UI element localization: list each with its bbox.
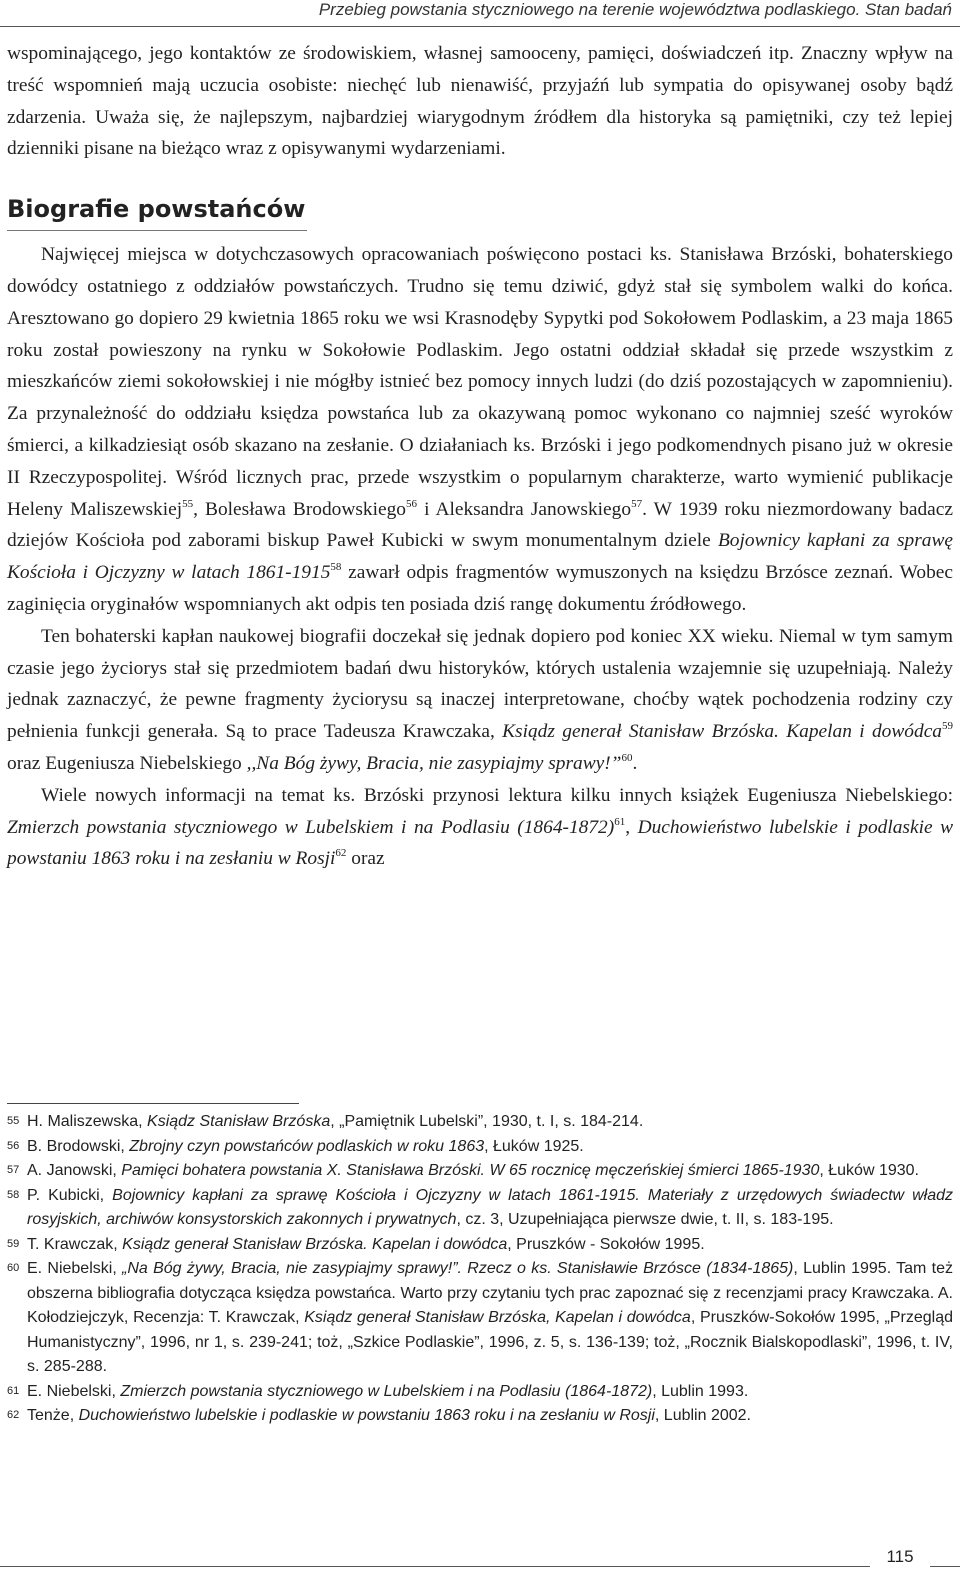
footnote-ref-56[interactable]: 56 (406, 497, 417, 510)
book-title: Duchowieństwo lubelskie i podlaskie w powstaniu 1863 roku i na zesłaniu w Rosji (7, 816, 954, 870)
intro-paragraph: wspominającego, jego kontaktów ze środowiskiem, własnej samooceny, pamięci, doświadczeń itp. Znaczny wpływ na treść wspomnień mają uczucia osobiste: niechęć lub nienawiść, przyjaźń lub sympatia do opisywanej osoby bądź zdarzenia. Uważa się, że najlepszym, najbardziej wiarygodnym źródłem dla historyka są pamiętniki, czy też lepiej dzienniki pisane na bieżąco wraz z opisywanymi wydarzeniami. (7, 43, 953, 160)
footnote-ref-60[interactable]: 60 (621, 751, 633, 764)
page-number: 115 (870, 1547, 930, 1567)
paragraph-text: i Aleksandra Janowskiego (417, 498, 632, 520)
book-title: ,,Na Bóg żywy, Bracia, nie zasypiajmy sprawy!” (246, 752, 622, 774)
paragraph-text: Wiele nowych informacji na temat ks. Brzóski przynosi lektura kilku innych książek Eugeniusza Niebelskiego: (41, 784, 953, 806)
paragraph-text: zawarł odpis fragmentów wymuszonych na księdzu Brzósce zeznań. Wobec zaginięcia oryginałów wspomnianych akt odpis ten posiada dziś rangę dokumentu źródłowego. (7, 562, 954, 615)
paragraph-text: oraz (346, 848, 385, 870)
footnotes (7, 1110, 953, 1429)
footnote-ref-59[interactable]: 59 (942, 720, 953, 733)
book-title: Ksiądz generał Stanisław Brzóska. Kapelan i dowódca (502, 721, 942, 743)
footnote-58 (7, 1184, 953, 1233)
paragraph-text: Najwięcej miejsca w dotychczasowych opracowaniach poświęcono postaci ks. Stanisława Brzóski, bohaterskiego dowódcy ostatniego z oddziałów powstańczych. Trudno się temu dziwić, gdyż stał się symbolem walki do końca. Aresztowano go dopiero 29 kwietnia 1865 roku we wsi Krasnodęby Sypytki pod Sokołowem Podlaskim, a 23 maja 1865 roku został powieszony na rynku w Sokołowie Podlaskim. Jego ostatni oddział składał się przede wszystkim z mieszkańców ziemi sokołowskiej i nie mógłby istnieć bez pomocy innych ludzi (do dziś pozostających w zapomnieniu). Za przynależność do oddziału księdza powstańca lub za okazywaną pomoc wykonano co najmniej sześć wyroków śmierci, a kilkadziesiąt osób skazano na zesłanie. O działaniach ks. Brzóski i jego podkomendnych pisano już w okresie II Rzeczypospolitej. Wśród licznych prac, przede wszystkim o popularnym charakterze, warto wymienić publikacje Heleny Maliszewskiej (7, 244, 953, 520)
footnote-ref-61[interactable]: 61 (614, 815, 626, 828)
footnote-text: Tenże, Duchowieństwo lubelskie i podlaskie w powstaniu 1863 roku i na zesłaniu w Rosji, Lublin 2002. (27, 1407, 751, 1424)
footnote-number: 61 (7, 1384, 20, 1397)
footnote-text: E. Niebelski, „Na Bóg żywy, Bracia, nie zasypiajmy sprawy!”. Rzecz o ks. Stanisławie Brzósce (1834-1865), Lublin 1995. Tam też obszerna bibliografia dotycząca księdza powstańca. Warto przy czytaniu tych prac zapoznać się z recenzjami pracy Krawczaka. A. Kołodziejczyk, Recenzja: T. Krawczak, Ksiądz generał Stanisław Brzóska, Kapelan i dowódca, Pruszków-Sokołów 1995, „Przegląd Humanistyczny”, 1996, nr 1, s. 239-241; toż, „Szkice Podlaskie”, 1996, z. 5, s. 136-139; toż, „Rocznik Bialskopodlaski”, 1996, t. IV, s. 285-288. (27, 1260, 953, 1375)
book-title: Bojownicy kapłani za sprawę Kościoła i Ojczyzny w latach 1861-1915 (7, 530, 953, 584)
paragraph-text: . W 1939 roku niezmordowany badacz dziejów Kościoła pod zaborami biskup Paweł Kubicki w swym monumentalnym dziele (7, 498, 954, 552)
footnote-text: B. Brodowski, Zbrojny czyn powstańców podlaskich w roku 1863, Łuków 1925. (27, 1137, 584, 1155)
footnote-separator (7, 1103, 299, 1104)
footer-rule (0, 1566, 960, 1567)
footnote-number: 59 (7, 1237, 20, 1250)
paragraph-text: . (632, 752, 638, 774)
paragraph-brzoska (7, 239, 953, 621)
paragraph-text: , (625, 816, 638, 838)
paragraph-niebelski (7, 780, 953, 875)
footnote-ref-57[interactable]: 57 (631, 497, 643, 510)
paragraph-biographies (7, 621, 953, 780)
paragraph-text: , Bolesława Brodowskiego (193, 498, 406, 520)
footnote-number: 55 (7, 1115, 20, 1127)
footnote-text: H. Maliszewska, Ksiądz Stanisław Brzóska, „Pamiętnik Lubelski”, 1930, t. I, s. 184-214. (27, 1113, 644, 1130)
footnote-text: T. Krawczak, Ksiądz generał Stanisław Brzóska. Kapelan i dowódca, Pruszków - Sokołów 1995. (27, 1235, 705, 1253)
footnote-ref-62[interactable]: 62 (335, 847, 347, 860)
footnote-number: 58 (7, 1188, 20, 1201)
section-heading: Biografie powstańców (7, 195, 305, 231)
footnote-text: A. Janowski, Pamięci bohatera powstania X. Stanisława Brzóski. W 65 rocznicę męczeńskiej śmierci 1865-1930, Łuków 1930. (27, 1162, 919, 1179)
footnote-ref-55[interactable]: 55 (182, 497, 194, 510)
footnote-55 (7, 1110, 953, 1135)
footnote-61 (7, 1380, 953, 1405)
running-header: Przebieg powstania styczniowego na terenie województwa podlaskiego. Stan badań (318, 0, 952, 19)
footnote-text: P. Kubicki, Bojownicy kapłani za sprawę Kościoła i Ojczyzny w latach 1861-1915. Materiały z urzędowych świadectw władz rosyjskich, archiwów konsystorskich zakonnych i prywatnych, cz. 3, Uzupełniająca pierwsze dwie, t. II, s. 183-195. (27, 1186, 954, 1228)
footnote-62 (7, 1404, 953, 1429)
footnote-number: 56 (7, 1139, 20, 1152)
book-title: Zmierzch powstania styczniowego w Lubelskiem i na Podlasiu (1864-1872) (7, 816, 615, 838)
footnote-text: E. Niebelski, Zmierzch powstania styczniowego w Lubelskiem i na Podlasiu (1864-1872), Lublin 1993. (27, 1382, 749, 1400)
body-text (7, 38, 953, 875)
footnote-number: 60 (7, 1262, 20, 1274)
paragraph-text: Ten bohaterski kapłan naukowej biografii doczekał się jednak dopiero pod koniec XX wieku. Niemal w tym samym czasie jego życiorys stał się przedmiotem badań dwu historyków, których ustalenia wzajemnie się uzupełniają. Należy jednak zaznaczyć, że pewne fragmenty życiorysu są inaczej interpretowane, choćby wątek pochodzenia rodziny czy pełnienia funkcji generała. Są to prace Tadeusza Krawczaka, (7, 625, 953, 743)
footnote-number: 57 (7, 1164, 20, 1176)
footnote-57 (7, 1159, 953, 1184)
footnote-59 (7, 1233, 953, 1258)
footnote-number: 62 (7, 1409, 20, 1421)
footnote-56 (7, 1135, 953, 1160)
header-rule (0, 26, 960, 27)
footnote-60 (7, 1257, 953, 1380)
footnote-ref-58[interactable]: 58 (330, 561, 342, 574)
paragraph-text: oraz Eugeniusza Niebelskiego (7, 752, 247, 774)
